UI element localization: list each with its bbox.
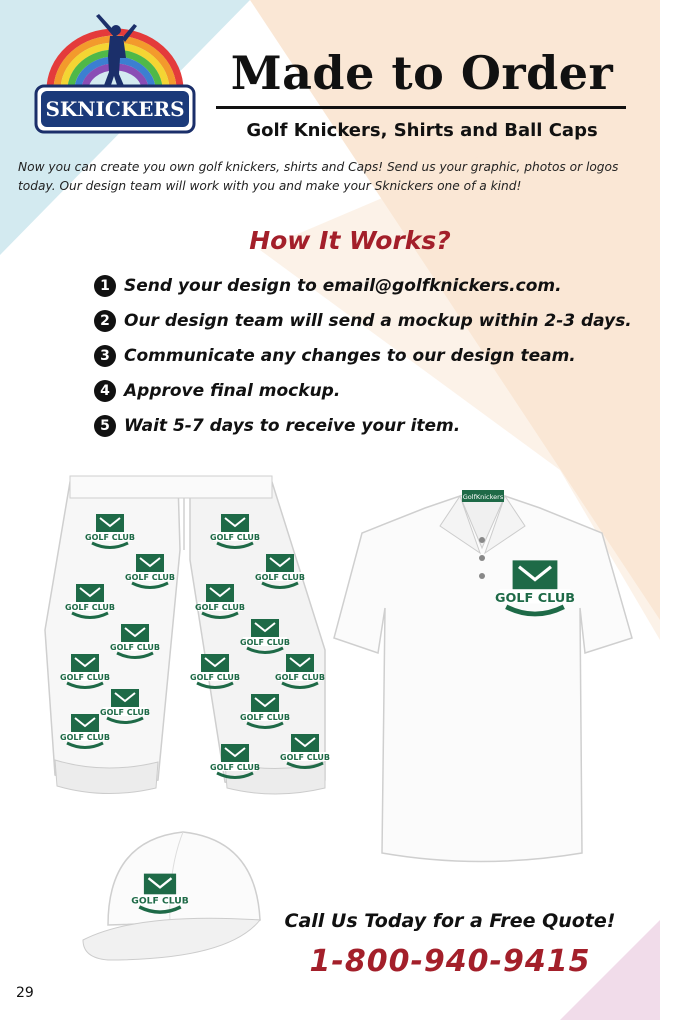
- page-subtitle: Golf Knickers, Shirts and Ball Caps: [246, 120, 598, 141]
- logo-text: SKNICKERS: [45, 97, 185, 121]
- step-item: [94, 373, 614, 408]
- step-number-icon: 1: [94, 275, 116, 297]
- ball-cap-image: [78, 820, 273, 970]
- step-item: [94, 408, 614, 443]
- step-number-icon: 4: [94, 380, 116, 402]
- step-text: Wait 5-7 days to receive your item.: [124, 415, 461, 436]
- step-text: Our design team will send a mockup within 2-3 days.: [124, 310, 632, 331]
- step-text: Communicate any changes to our design team.: [124, 345, 576, 366]
- collar-label: GolfKnickers: [462, 493, 504, 501]
- step-number-icon: 3: [94, 345, 116, 367]
- intro-paragraph: Now you can create you own golf knickers, shirts and Caps! Send us your graphic, photos or logos today. Our design team will work with you and make your Sknickers one of a kind!: [18, 160, 619, 193]
- call-to-action-text: Call Us Today for a Free Quote!: [284, 910, 616, 932]
- title-underline: [216, 106, 626, 109]
- knickers-image: GOLF CLUB: [40, 470, 330, 815]
- step-item: [94, 268, 614, 303]
- page-number: 29: [16, 985, 34, 1001]
- step-number-icon: 2: [94, 310, 116, 332]
- polo-shirt-image: [330, 478, 635, 868]
- step-text: Approve final mockup.: [124, 380, 341, 401]
- steps-list: [94, 268, 632, 443]
- step-text: Send your design to email@golfknickers.com.: [124, 275, 562, 296]
- how-it-works-heading: How It Works?: [249, 226, 451, 255]
- sknickers-logo: [30, 6, 200, 138]
- step-number-icon: 5: [94, 415, 116, 437]
- step-item: [94, 338, 614, 373]
- page-title: Made to Order: [230, 46, 614, 100]
- phone-number[interactable]: 1-800-940-9415: [309, 944, 591, 979]
- step-item: [94, 303, 632, 338]
